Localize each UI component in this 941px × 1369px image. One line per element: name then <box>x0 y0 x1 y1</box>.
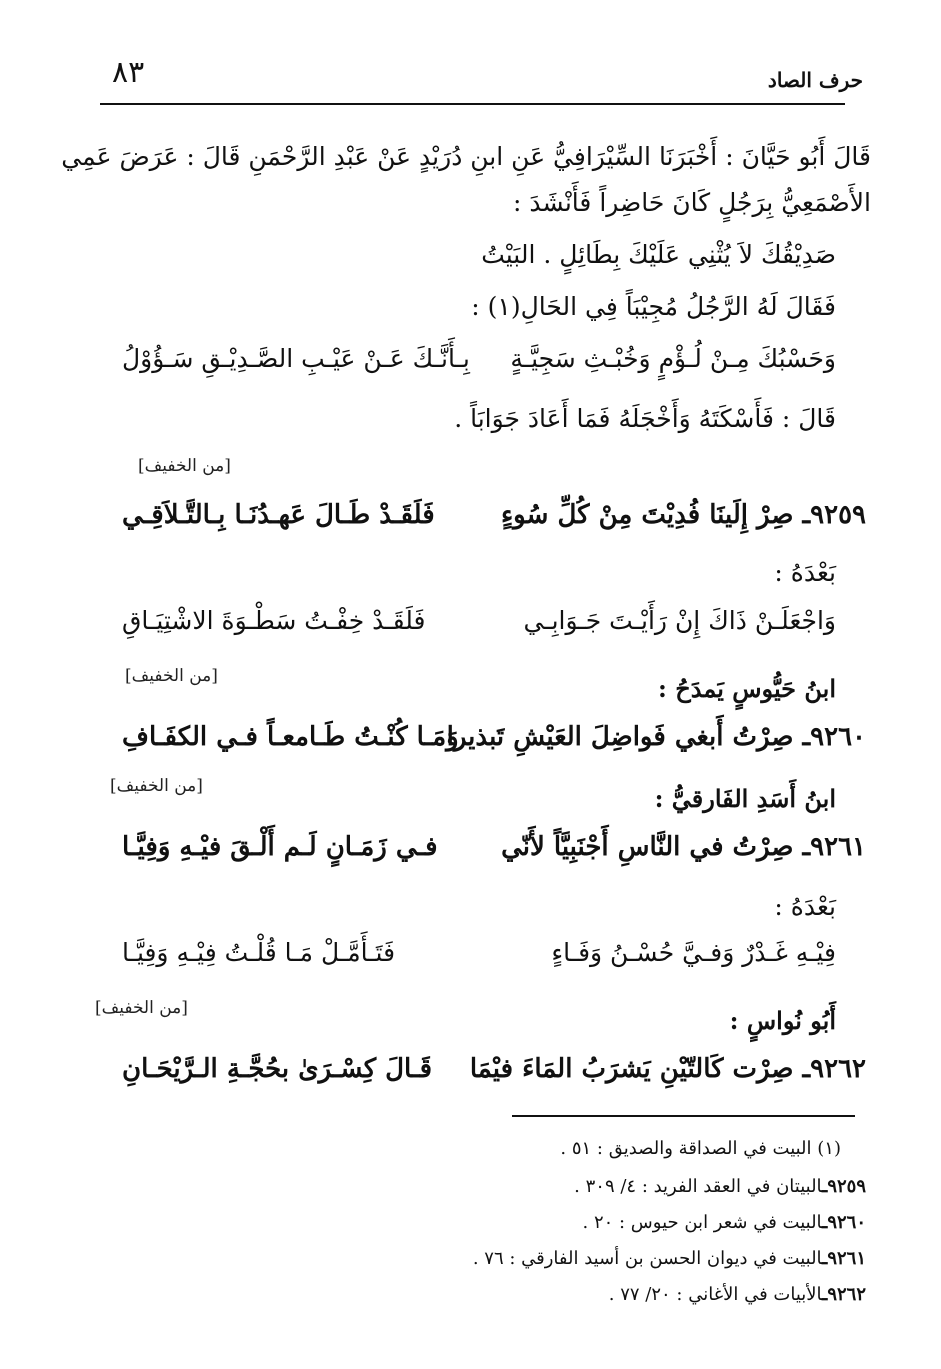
footnote-1: (١) البيت في الصداقة والصديق : ٥١ . <box>560 1138 841 1159</box>
verse-9259-second-hemistich: فَلَقَـدْ طَـالَ عَهـدُنَـا بِـالتَّـلاَقِـي <box>122 500 435 530</box>
footnote-text: البيت في شعر ابن حيوس : ٢٠ . <box>582 1212 823 1233</box>
prose-line-1: قَالَ أَبُو حَيَّانَ : أَخْبَرَنَا السِّيْرَافِيُّ عَنِ ابنِ دُرَيْدٍ عَنْ عَبْدِ الرَّحْمَنِ قَالَ : عَرَضَ عَمِي <box>61 142 871 171</box>
footnote-number: ٩٢٦٠ـ <box>822 1212 866 1233</box>
meter-label: [من الخفيف] <box>95 998 188 1018</box>
quoted-hemistich: صَدِيْقُكَ لاَ يُثْنِي عَلَيْكَ بِطَائِلٍ . البَيْتُ <box>481 240 836 269</box>
after-label: بَعْدَهُ : <box>774 892 836 921</box>
verse-a-second-hemistich: بِـأَنَّـكَ عَـنْ عَيْـبِ الصَّـدِيْـقِ سَـؤُوْلُ <box>122 344 470 373</box>
footnote-number: ٩٢٦٢ـ <box>822 1284 866 1305</box>
meter-label: [من الخفيف] <box>125 666 218 686</box>
after-label: بَعْدَهُ : <box>774 558 836 587</box>
verse-9261-second-hemistich: فـي زَمَـانٍ لَـم أَلْـقَ فيْـهِ وَفِيَّـا <box>122 832 438 862</box>
poet-intro-9260: ابنُ حَيُّوسٍ يَمدَحُ : <box>658 674 836 703</box>
verse-9260-first-hemistich: ٩٢٦٠ـ صِرْتُ أَبغي فَواضِلَ العَيْشِ تَبذيرا <box>446 722 866 752</box>
footnote-text: الأبيات في الأغاني : ٢٠/ ٧٧ . <box>608 1284 823 1305</box>
poet-intro-9262: أَبُو نُواسٍ : <box>729 1006 836 1035</box>
meter-label: [من الخفيف] <box>138 456 231 476</box>
footnote-text: البيت في ديوان الحسن بن أسيد الفارقي : ٧٦ . <box>472 1248 823 1269</box>
footnote-9260 <box>583 1212 867 1233</box>
footnote-text: البيتان في العقد الفريد : ٤/ ٣٠٩ . <box>574 1176 823 1197</box>
verse-b-second-hemistich: فَلَقَـدْ خِفْـتُ سَطْـوَةَ الاشْتِيَـاقِ <box>122 606 426 635</box>
verse-b-first-hemistich: وَاجْعَلَـنْ ذَاكَ إِنْ رَأَيْـتَ جَـوَابِـي <box>523 606 836 635</box>
verse-c-first-hemistich: فِيْـهِ غَـدْرٌ وَفـيَّ حُسْـنُ وَفَـاءٍ <box>551 938 836 967</box>
verse-a-first-hemistich: وَحَسْبُكَ مِـنْ لُـؤْمٍ وَخُبْـثِ سَجِيَّـةٍ <box>510 344 836 373</box>
header-divider <box>100 103 845 105</box>
verse-9260-second-hemistich: وَمَـا كُنْـتُ طَـامعـاً فـي الكفَـافِ <box>122 722 459 752</box>
reply-line: فَقَالَ لَهُ الرَّجُلُ مُجِيْبَاً فِي الحَالِ(١) : <box>471 292 836 321</box>
verse-9261-first-hemistich: ٩٢٦١ـ صِرْتُ في النَّاسِ أَجْنَبِيَّاً لأَنّي <box>501 832 866 862</box>
verse-9259-first-hemistich: ٩٢٥٩ـ صِرْ إِلَينَا فُدِيْتَ مِنْ كُلِّ سُوءٍ <box>500 500 866 530</box>
footnote-9261 <box>473 1248 866 1269</box>
poet-intro-9261: ابنُ أَسَدِ الفَارقيُّ : <box>654 784 836 813</box>
footnote-9259 <box>574 1176 866 1197</box>
chapter-title: حرف الصاد <box>767 68 863 92</box>
verse-9262-first-hemistich: ٩٢٦٢ـ صِرْت كَالتّيْنِ يَشرَبُ المَاءَ فيْمَا <box>469 1054 866 1084</box>
meter-label: [من الخفيف] <box>110 776 203 796</box>
prose-line-2: الأَصْمَعِيُّ بِرَجُلٍ كَانَ حَاضِراً فَأَنْشَدَ : <box>513 188 871 217</box>
footnote-divider <box>512 1115 855 1117</box>
footnote-number: ٩٢٦١ـ <box>822 1248 866 1269</box>
silenced-line: قَالَ : فَأَسْكَتَهُ وَأَخْجَلَهُ فَمَا أَعَادَ جَوَابَاً . <box>454 404 836 433</box>
verse-9262-second-hemistich: قَـالَ كِسْـرَىٰ بحُجَّـةِ الـرَّيْحَـانِ <box>122 1054 433 1084</box>
page-number: ٨٣ <box>112 55 145 90</box>
footnote-number: ٩٢٥٩ـ <box>822 1176 866 1197</box>
footnote-9262 <box>609 1284 866 1305</box>
verse-c-second-hemistich: فَتَـأَمَّـلْ مَـا قُلْـتُ فِيْـهِ وَفِيَّـا <box>122 938 396 967</box>
